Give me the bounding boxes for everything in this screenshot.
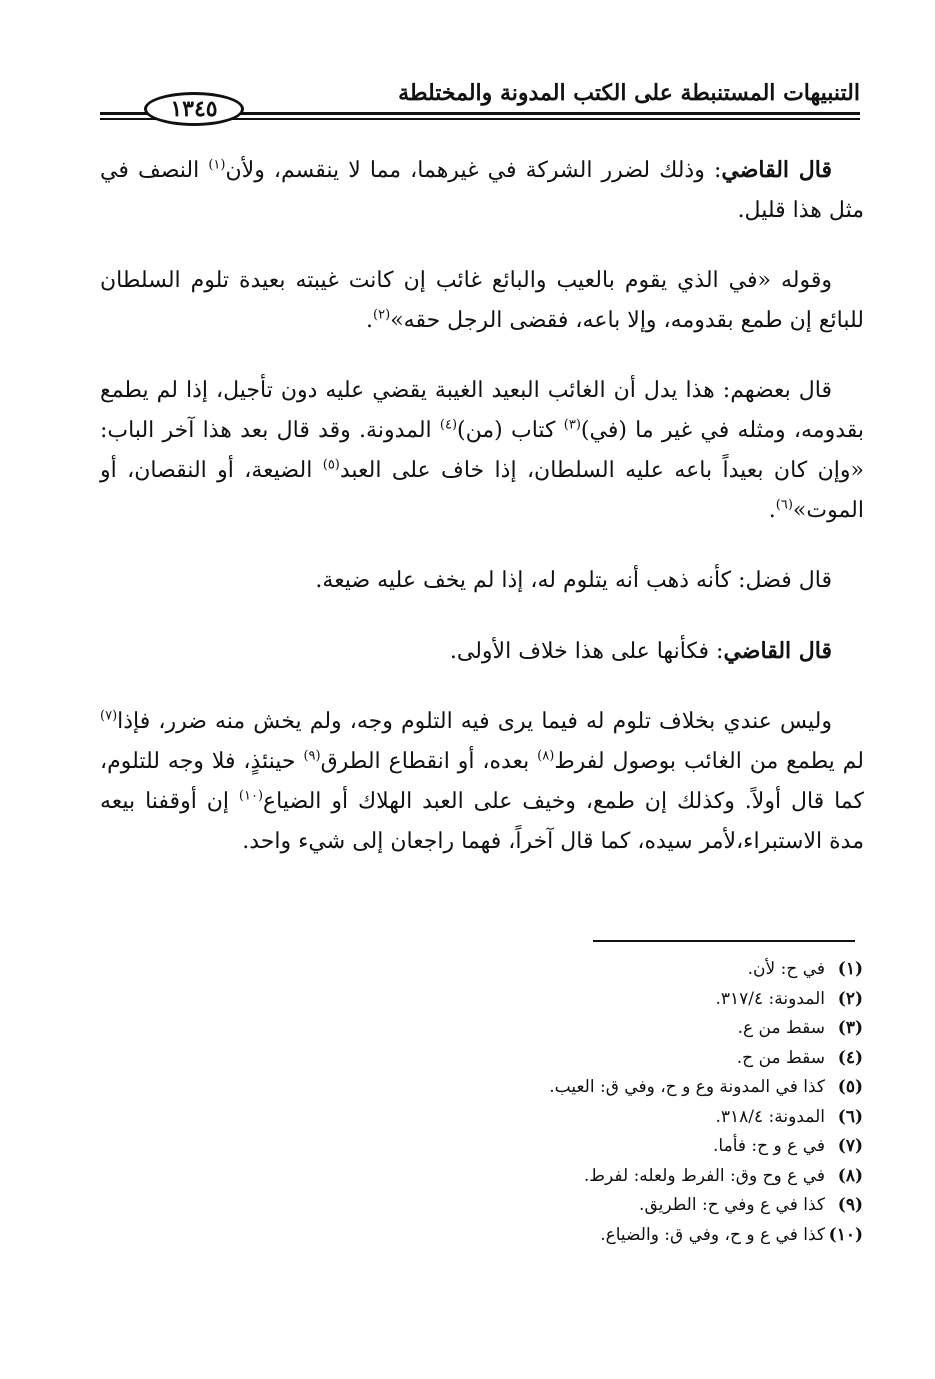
- paragraph: [100, 631, 864, 672]
- footnote: [263, 1191, 863, 1221]
- footnote-text: في ح: لأن.: [747, 959, 825, 979]
- paragraph-text: إن أوقفنا بيعه مدة الاستبراء،لأمر سيده، كما قال آخراً، فهما راجعان إلى شيء واحد.: [100, 789, 864, 854]
- footnote-number: (٤): [837, 1047, 863, 1068]
- footnote-ref: (١): [208, 157, 226, 173]
- paragraph-text: المدونة. وقد قال بعد هذا آخر الباب: «وإن كان بعيداً باعه عليه السلطان، إذا خاف على العبد: [100, 418, 864, 483]
- footnote-text: كذا في ع وفي ح: الطريق.: [639, 1195, 825, 1215]
- footnote: [263, 955, 863, 985]
- paragraph-text: .: [366, 308, 374, 333]
- paragraph-text: الضيعة، أو النقصان، أو الموت»: [100, 458, 864, 523]
- footnote: [263, 1132, 863, 1162]
- footnote: [263, 1044, 863, 1074]
- footnote-ref: (٦): [775, 497, 793, 513]
- paragraph-text: النصف في مثل هذا قليل.: [100, 158, 864, 223]
- speaker-label: قال القاضي: [721, 157, 832, 183]
- paragraph-text: : وذلك لضرر الشركة في غيرهما، مما لا ينقسم، ولأن: [225, 158, 722, 183]
- footnote: [263, 1162, 863, 1192]
- paragraph: [100, 371, 864, 531]
- footnote-ref: (٥): [322, 457, 340, 473]
- footnote-ref: (٢): [373, 307, 391, 323]
- main-text: [100, 150, 864, 892]
- footnote-number: (٥): [837, 1077, 863, 1097]
- footnote-ref: (١٠): [238, 788, 264, 804]
- paragraph-text: كتاب (من): [457, 418, 564, 443]
- paragraph-text: لم يطمع من الغائب بوصول لفرط: [554, 749, 864, 774]
- page-header: [100, 78, 860, 128]
- paragraph-text: .: [768, 498, 776, 523]
- footnotes-list: [263, 955, 863, 1250]
- footnote-text: في ع و ح: فأما.: [713, 1136, 825, 1156]
- paragraph-text: قال بعضهم: هذا يدل أن الغائب البعيد الغيبة يقضي عليه دون تأجيل، إذا لم يطمع بقدومه، ومثله في غير ما (في): [100, 378, 864, 443]
- footnote-text: كذا في ع و ح، وفي ق: والضياع.: [600, 1224, 825, 1245]
- footnote-ref: (٣): [563, 417, 581, 433]
- footnote-ref: (٤): [439, 417, 458, 433]
- footnote-number: (٧): [837, 1136, 863, 1156]
- paragraph: [100, 561, 864, 601]
- footnote: [263, 1073, 863, 1103]
- footnote-number: (٣): [837, 1018, 863, 1038]
- footnote-number: (٩): [837, 1195, 863, 1215]
- footnote: [263, 1221, 863, 1251]
- footnote-text: سقط من ح.: [736, 1047, 825, 1068]
- paragraph-text: بعده، أو انقطاع الطرق: [320, 749, 538, 774]
- footnote-text: سقط من ع.: [737, 1018, 825, 1038]
- footnote-number: (١): [837, 959, 863, 979]
- footnote-number: (٨): [837, 1165, 863, 1186]
- paragraph-text: وليس عندي بخلاف تلوم له فيما يرى فيه التلوم وجه، ولم يخش منه ضرر، فإذا: [117, 709, 832, 734]
- footnote-ref: (٨): [537, 748, 555, 764]
- page-number: ١٣٤٥: [144, 92, 244, 126]
- paragraph-text: : فكأنها على هذا خلاف الأولى.: [449, 639, 724, 664]
- footnote-ref: (٩): [303, 748, 321, 764]
- footnote: [263, 985, 863, 1015]
- footnote-number: (٢): [837, 988, 863, 1009]
- paragraph: [100, 702, 864, 862]
- footnote: [263, 1103, 863, 1133]
- footnote-number: (٦): [837, 1106, 863, 1127]
- footnote-text: كذا في المدونة وع و ح، وفي ق: العيب.: [549, 1077, 825, 1097]
- paragraph-text: حينئذٍ، فلا وجه للتلوم، كما قال أولاً. وكذلك إن طمع، وخيف على العبد الهلاك أو الضياع: [100, 749, 864, 814]
- footnote-text: المدونة: ٣١٧/٤.: [715, 988, 825, 1009]
- footnote-text: المدونة: ٣١٨/٤.: [715, 1106, 825, 1127]
- speaker-label: قال القاضي: [723, 638, 832, 664]
- footnote: [263, 1014, 863, 1044]
- paragraph-text: قال فضل: كأنه ذهب أنه يتلوم له، إذا لم يخف عليه ضيعة.: [315, 568, 832, 593]
- paragraph-text: وقوله «في الذي يقوم بالعيب والبائع غائب إن كانت غيبته بعيدة تلوم السلطان للبائع إن طمع بقدومه، وإلا باعه، فقضى الرجل حقه»: [100, 268, 864, 333]
- footnote-separator: [593, 940, 855, 942]
- footnote-number: (١٠): [828, 1224, 863, 1245]
- footnote-ref: (٧): [100, 708, 118, 724]
- footnote-text: في ع وح وق: الفرط ولعله: لفرط.: [583, 1165, 825, 1186]
- paragraph: [100, 261, 864, 341]
- paragraph: [100, 150, 864, 231]
- running-title: التنبيهات المستنبطة على الكتب المدونة والمختلطة: [398, 80, 860, 106]
